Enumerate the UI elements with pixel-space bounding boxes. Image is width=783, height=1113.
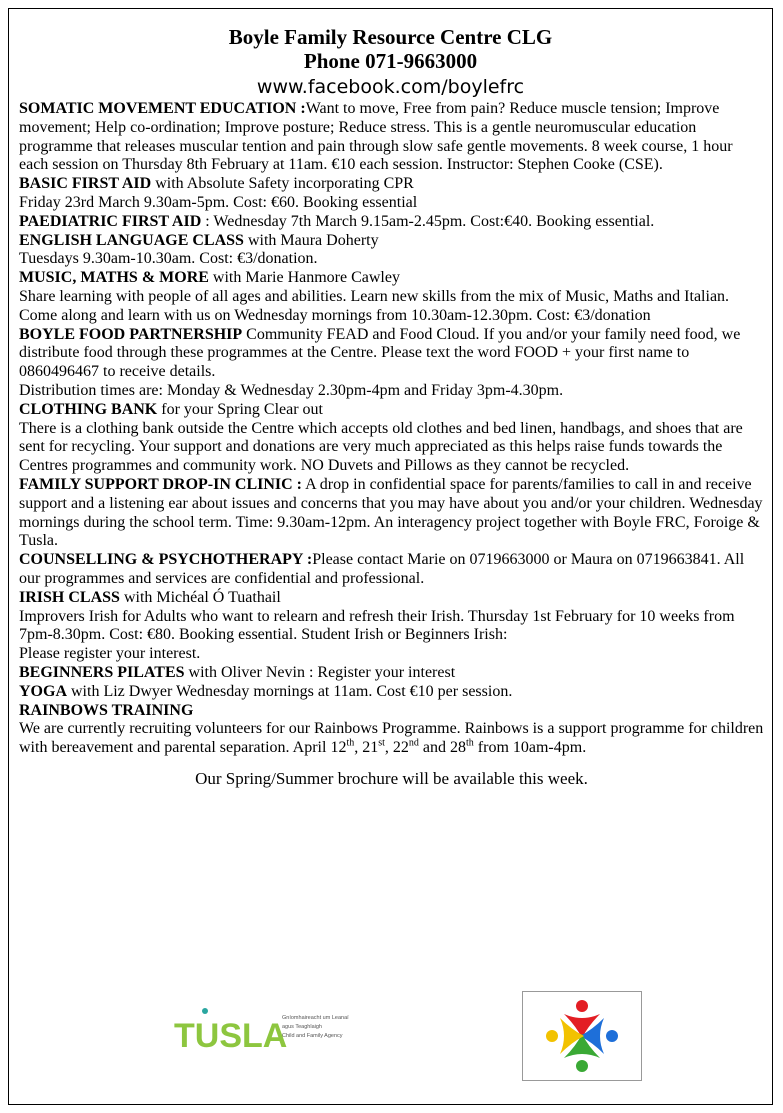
header xyxy=(9,25,772,100)
tusla-tagline-1: Gníomhaireacht um Leanaí xyxy=(282,1015,349,1021)
org-name: Boyle Family Resource Centre CLG xyxy=(228,25,553,49)
facebook-link[interactable]: www.facebook.com/boylefrc xyxy=(256,76,525,98)
section-english: ENGLISH LANGUAGE CLASS with Maura Doherty xyxy=(19,231,379,249)
tusla-wordmark: TUSLA xyxy=(174,1017,288,1055)
section-yoga: YOGA with Liz Dwyer Wednesday mornings at 11am. Cost €10 per session. xyxy=(19,682,513,700)
tusla-logo xyxy=(174,1003,354,1063)
section-first-aid-details: Friday 23rd March 9.30am-5pm. Cost: €60. Booking essential xyxy=(19,193,418,211)
section-irish: IRISH CLASS with Michéal Ó Tuathail xyxy=(19,588,281,606)
section-counselling: COUNSELLING & PSYCHOTHERAPY :Please contact Marie on 0719663000 or Maura on 0719663841. All our programmes and services are confidential and professional. xyxy=(19,551,745,587)
section-family-support: FAMILY SUPPORT DROP-IN CLINIC : A drop in confidential space for parents/families to call in and receive support and a listening ear about issues and concerns that you may have about you and/or your children. Wednesday mornings during the school term. Time: 9.30am-12pm. An interagency project together with Boyle FRC, Foroige & Tusla. xyxy=(19,475,763,550)
phone-number: Phone 071-9663000 xyxy=(303,49,478,73)
section-clothing: CLOTHING BANK for your Spring Clear out xyxy=(19,400,323,418)
section-pilates: BEGINNERS PILATES with Oliver Nevin : Register your interest xyxy=(19,663,456,681)
section-clothing-details: There is a clothing bank outside the Centre which accepts old clothes and bed linen, handbags, and shoes that are sent for recycling. Your support and donations are very much appreciated as this helps raise funds towards the Centres programmes and community work. NO Duvets and Pillows as they cannot be recycled. xyxy=(19,419,743,475)
section-food: BOYLE FOOD PARTNERSHIP Community FEAD and Food Cloud. If you and/or your family need food, we distribute food through these programmes at the Centre. Please text the word FOOD + your first name to 0860496467 to receive details. xyxy=(19,325,741,381)
section-english-details: Tuesdays 9.30am-10.30am. Cost: €3/donation. xyxy=(19,250,318,268)
section-rainbows: RAINBOWS TRAINING xyxy=(19,701,194,719)
section-music: MUSIC, MATHS & MORE with Marie Hanmore Cawley xyxy=(19,269,400,287)
tusla-tagline-3: Child and Family Agency xyxy=(282,1033,343,1039)
section-irish-register: Please register your interest. xyxy=(19,645,201,663)
section-first-aid: BASIC FIRST AID with Absolute Safety incorporating CPR xyxy=(19,175,414,193)
section-irish-details: Improvers Irish for Adults who want to relearn and refresh their Irish. Thursday 1st February for 10 weeks from 7pm-8.30pm. Cost: €80. Booking essential. Student Irish or Beginners Irish: xyxy=(19,607,735,644)
tusla-tagline-2: agus Teaghlaigh xyxy=(282,1024,322,1030)
tusla-accent-dot xyxy=(202,1008,208,1014)
programme-list xyxy=(19,100,764,790)
closing-note: Our Spring/Summer brochure will be available this week. xyxy=(195,768,588,788)
section-music-details: Share learning with people of all ages and abilities. Learn new skills from the mix of Music, Maths and Italian. Come along and learn with us on Wednesday mornings from 10.30am-12.30pm. Cost: €3/donation xyxy=(19,287,730,324)
section-somatic: SOMATIC MOVEMENT EDUCATION :Want to move, Free from pain? Reduce muscle tension; Improve movement; Help co-ordination; Improve posture; Reduce stress. This is a gentle neuromuscular education programme that releases muscular tention and pain through slow safe gentle movements. 8 week course, 1 hour each session on Thursday 8th February at 11am. €10 each session. Instructor: Stephen Cooke (CSE). xyxy=(19,100,733,174)
section-rainbows-details: We are currently recruiting volunteers for our Rainbows Programme. Rainbows is a support programme for children with bereavement and parental separation. April 12th, 21st, 22nd and 28th from 10am-4pm. xyxy=(19,720,764,757)
notice-page xyxy=(8,8,773,1105)
section-food-times: Distribution times are: Monday & Wednesday 2.30pm-4pm and Friday 3pm-4.30pm. xyxy=(19,381,564,399)
section-paediatric: PAEDIATRIC FIRST AID : Wednesday 7th March 9.15am-2.45pm. Cost:€40. Booking essential. xyxy=(19,212,655,230)
family-resource-centre-logo xyxy=(522,991,642,1081)
